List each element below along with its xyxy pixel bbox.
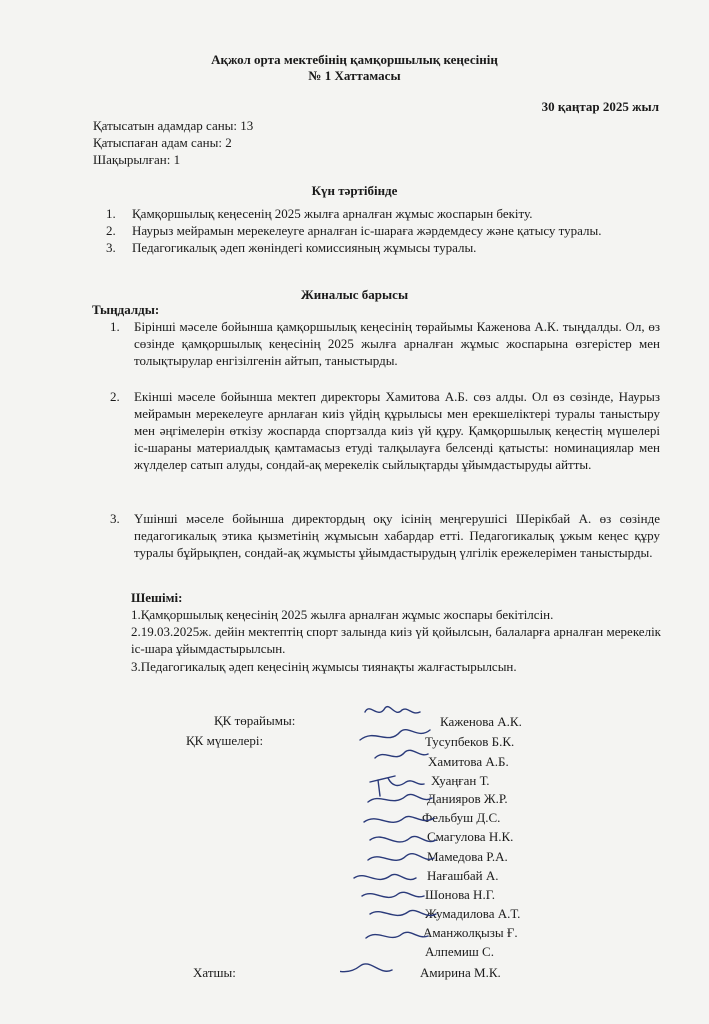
member-name: Нағашбай А. xyxy=(427,868,499,883)
document-date: 30 қаңтар 2025 жыл xyxy=(541,99,659,114)
discussion-item-1: 1. Бірінші мәселе бойынша қамқоршылық кеңесінің төрайымы Каженова А.К. тыңдалды. Ол, өз сөзінде қамқоршылық кеңесінің 2025 жылға арналған жұмыс жоспарына өзгерістер мен толықтырулар енгізілгенін айтып, таныстырды. xyxy=(110,319,660,368)
agenda-item: 2. Наурыз мейрамын мерекелеуге арналған іс-шараға жәрдемдесу және қатысу туралы. xyxy=(106,223,602,238)
member-name: Фельбуш Д.С. xyxy=(422,810,501,825)
members-label: ҚК мүшелері: xyxy=(186,733,264,748)
member-name: Мамедова Р.А. xyxy=(427,849,508,864)
document-title: Ақжол орта мектебінің қамқоршылық кеңесінің xyxy=(211,52,498,67)
agenda-item: 1. Қамқоршылық кеңесенің 2025 жылға арналған жұмыс жоспарын бекіту. xyxy=(106,206,533,221)
discussion-item-3: 3. Үшінші мәселе бойынша директордың оқу ісінің меңгерушісі Шерікбай А. өз сөзінде педагогикалық этика қызметінің жұмысын хабардар етті. Педагогикалық ұжым кеңес құру туралы бұйрықпен, сондай-ақ жұмысты ұйымдастырудың үлгілік ережелерімен таныстырды. xyxy=(110,511,660,560)
attendance-present: Қатысатын адамдар саны: 13 xyxy=(93,118,254,133)
attendance-invited: Шақырылған: 1 xyxy=(93,152,181,167)
secretary-name: Амирина М.К. xyxy=(420,965,501,980)
member-name: Алпемиш С. xyxy=(425,944,494,959)
member-name: Аманжолқызы Ғ. xyxy=(423,925,518,940)
decision-item: 2.19.03.2025ж. дейін мектептің спорт залында киіз үй қойылсын, балаларға арналған мерекелік іс-шара ұйымдастырылсын. xyxy=(131,624,661,656)
heard-label: Тыңдалды: xyxy=(92,302,160,317)
chair-label: ҚК төрайымы: xyxy=(214,713,296,728)
member-name: Шонова Н.Г. xyxy=(425,887,495,902)
decision-item: 3.Педагогикалық әдеп кеңесінің жұмысы тиянақты жалғастырылсын. xyxy=(131,659,517,674)
member-name: Смагулова Н.К. xyxy=(427,829,514,844)
decision-item: 1.Қамқоршылық кеңесінің 2025 жылға арналған жұмыс жоспары бекітілсін. xyxy=(131,607,554,622)
agenda-title: Күн тәртібінде xyxy=(311,183,398,198)
member-name: Данияров Ж.Р. xyxy=(427,791,508,806)
decision-title: Шешімі: xyxy=(131,590,183,605)
handwritten-signatures xyxy=(340,700,450,990)
agenda-item: 3. Педагогикалық әдеп жөніндегі комиссияның жұмысы туралы. xyxy=(106,240,477,255)
protocol-number: № 1 Хаттамасы xyxy=(308,68,401,83)
member-name: Хамитова А.Б. xyxy=(428,754,509,769)
agenda-list xyxy=(106,205,666,256)
member-name: Тусупбеков Б.К. xyxy=(425,734,515,749)
meeting-title: Жиналыс барысы xyxy=(300,287,409,302)
chair-name: Каженова А.К. xyxy=(440,714,522,729)
attendance-absent: Қатыспаған адам саны: 2 xyxy=(93,135,232,150)
member-name: Жумадилова А.Т. xyxy=(425,906,521,921)
member-name: Хуаңған Т. xyxy=(431,773,490,788)
discussion-item-2: 2. Екінші мәселе бойынша мектеп директоры Хамитова А.Б. сөз алды. Ол өз сөзінде, Наурыз мейрамын мерекелеуге арнлаған киіз үйдің құрылысы мен ерекшеліктері туралы таныстыру мен әңгімелерін өткізу жоспарда спортзалда киіз үй құру. Қамқоршылық кеңестің мүшелері іс-шараны материалдық қамтамасыз етуді талқылауға белсенді қатысты: номинациялар мен жүлделер сатып алуды, сондай-ақ мерекелік сыйлықтарды ұйымдастыруды айтты. xyxy=(110,389,660,472)
secretary-label: Хатшы: xyxy=(193,965,236,980)
